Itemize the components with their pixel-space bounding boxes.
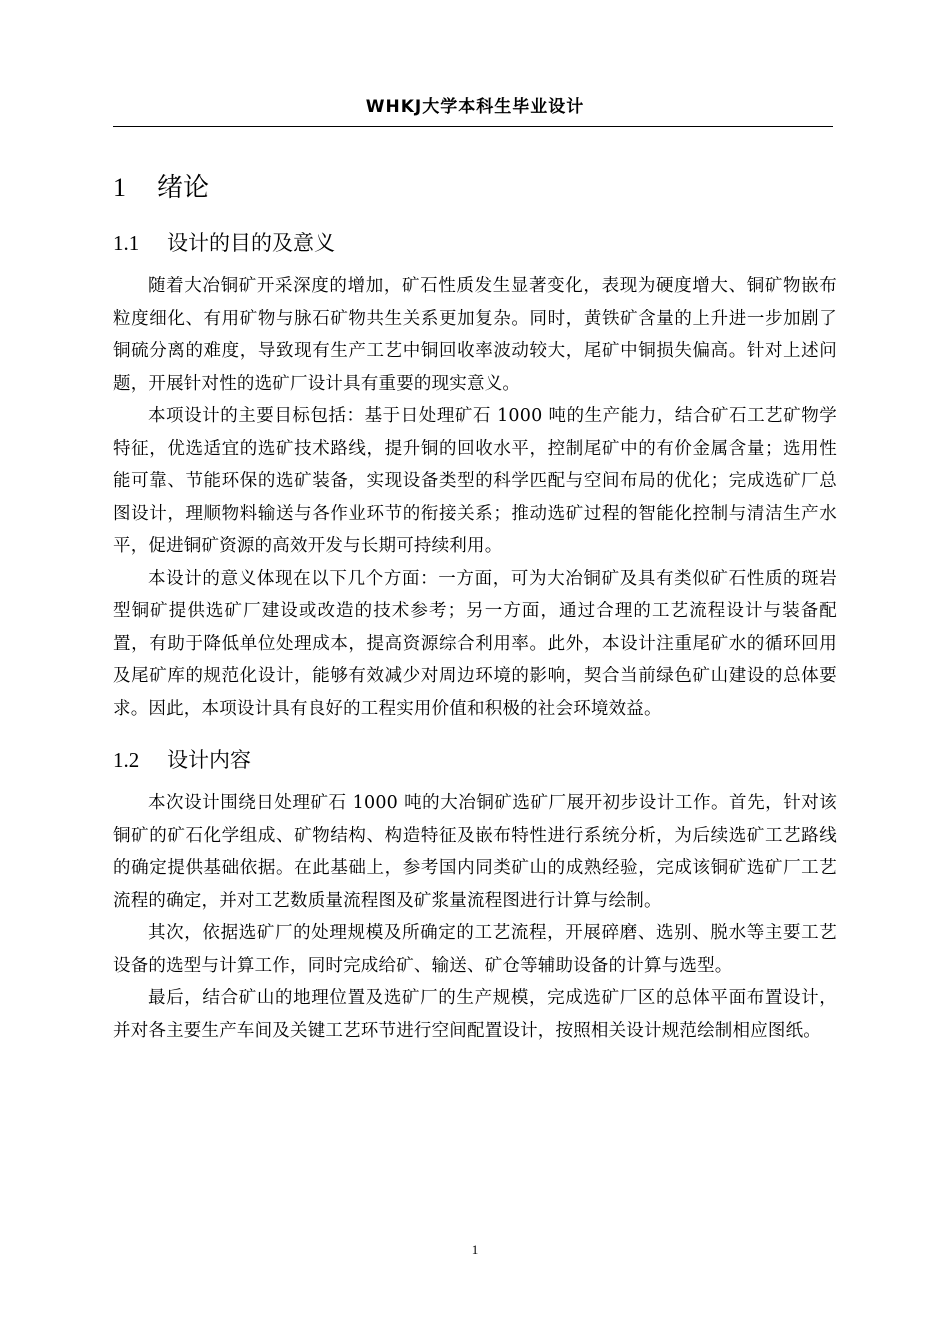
page-number: 1 [471, 1242, 479, 1257]
chapter-heading [113, 168, 837, 208]
running-header: WHKJ大学本科生毕业设计 [365, 97, 585, 117]
section-heading [113, 739, 837, 781]
header-rule [113, 126, 833, 127]
section-title: 设计内容 [167, 748, 251, 772]
section-number: 1.2 [113, 748, 140, 772]
page-content [113, 168, 837, 1047]
chapter-number: 1 [113, 173, 126, 202]
body-paragraph: 最后，结合矿山的地理位置及选矿厂的生产规模，完成选矿厂区的总体平面布置设计，并对各主要生产车间及关键工艺环节进行空间配置设计，按照相关设计规范绘制相应图纸。 [113, 988, 837, 1041]
section-title: 设计的目的及意义 [167, 231, 335, 255]
body-paragraph: 本设计的意义体现在以下几个方面：一方面，可为大冶铜矿及具有类似矿石性质的斑岩型铜矿提供选矿厂建设或改造的技术参考；另一方面，通过合理的工艺流程设计与装备配置，有助于降低单位处理成本，提高资源综合利用率。此外，本设计注重尾矿水的循环回用及尾矿库的规范化设计，能够有效减少对周边环境的影响，契合当前绿色矿山建设的总体要求。因此，本项设计具有良好的工程实用价值和积极的社会环境效益。 [113, 568, 837, 719]
section-heading [113, 222, 837, 264]
chapter-title: 绪论 [157, 173, 210, 203]
body-paragraph: 随着大冶铜矿开采深度的增加，矿石性质发生显著变化，表现为硬度增大、铜矿物嵌布粒度细化、有用矿物与脉石矿物共生关系更加复杂。同时，黄铁矿含量的上升进一步加剧了铜硫分离的难度，导致现有生产工艺中铜回收率波动较大，尾矿中铜损失偏高。针对上述问题，开展针对性的选矿厂设计具有重要的现实意义。 [113, 276, 837, 394]
body-paragraph: 本项设计的主要目标包括：基于日处理矿石 1000 吨的生产能力，结合矿石工艺矿物学特征，优选适宜的选矿技术路线，提升铜的回收水平，控制尾矿中的有价金属含量；选用性能可靠、节能环保的选矿装备，实现设备类型的科学匹配与空间布局的优化；完成选矿厂总图设计，理顺物料输送与各作业环节的衔接关系；推动选矿过程的智能化控制与清洁生产水平，促进铜矿资源的高效开发与长期可持续利用。 [113, 406, 837, 556]
body-paragraph: 其次，依据选矿厂的处理规模及所确定的工艺流程，开展碎磨、选别、脱水等主要工艺设备的选型与计算工作，同时完成给矿、输送、矿仓等辅助设备的计算与选型。 [113, 923, 837, 976]
section-number: 1.1 [113, 231, 140, 255]
body-paragraph: 本次设计围绕日处理矿石 1000 吨的大冶铜矿选矿厂展开初步设计工作。首先，针对该铜矿的矿石化学组成、矿物结构、构造特征及嵌布特性进行系统分析，为后续选矿工艺路线的确定提供基础依据。在此基础上，参考国内同类矿山的成熟经验，完成该铜矿选矿厂工艺流程的确定，并对工艺数质量流程图及矿浆量流程图进行计算与绘制。 [113, 793, 837, 911]
